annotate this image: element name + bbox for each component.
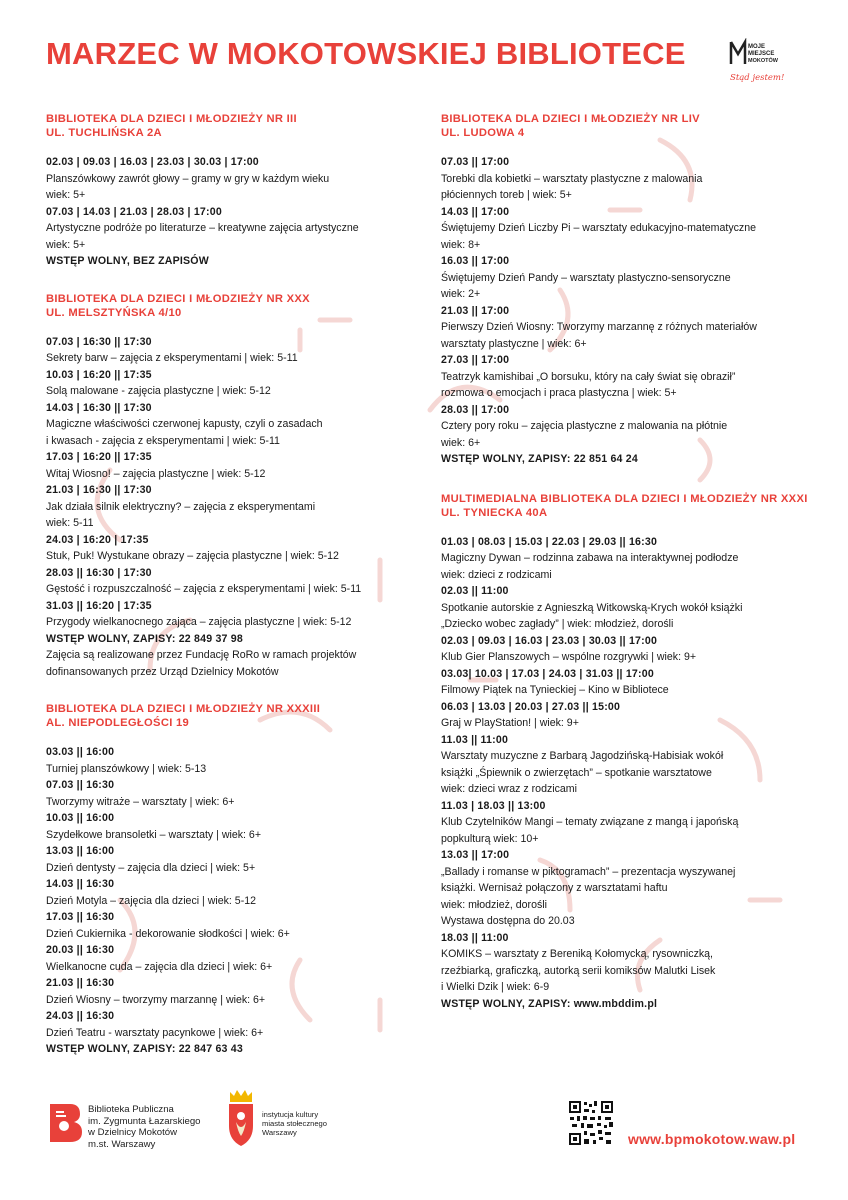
library-line: w Dzielnicy Mokotów — [88, 1127, 178, 1138]
admission-note: WSTĘP WOLNY, ZAPISY: www.mbddim.pl — [441, 997, 658, 1010]
event-description: Wielkanocne cuda – zajęcia dla dzieci | wiek: 6+ — [46, 960, 273, 973]
city-line: Warszawy — [262, 1128, 297, 1137]
event-description: Artystyczne podróże po literaturze – kreatywne zajęcia artystyczne — [46, 222, 359, 234]
section-heading: BIBLIOTEKA DLA DZIECI I MŁODZIEŻY NR XXX — [46, 292, 310, 305]
event-description: popkulturą wiek: 10+ — [441, 832, 539, 845]
event-date: 28.03 || 17:00 — [441, 403, 510, 416]
section-address: UL. MELSZTYŃSKA 4/10 — [46, 306, 182, 319]
qr-code-icon — [568, 1100, 614, 1146]
library-line: m.st. Warszawy — [88, 1138, 156, 1150]
event-date: 02.03 | 09.03 | 16.03 | 23.03 | 30.03 | 17:00 — [46, 156, 259, 168]
event-description: i kwasach - zajęcia z eksperymentami | wiek: 5-11 — [46, 434, 280, 447]
event-date: 28.03 || 16:30 | 17:30 — [46, 566, 152, 579]
event-description: Klub Czytelników Mangi – tematy związane z mangą i japońską — [441, 816, 739, 828]
event-description: „Dziecko wobec zagłady” | wiek: młodzież, dorośli — [441, 618, 674, 630]
logo-word-2: MIEJSCE — [748, 51, 775, 57]
event-description: Cztery pory roku – zajęcia plastyczne z malowania na płótnie — [441, 420, 728, 432]
section-heading: MULTIMEDIALNA BIBLIOTEKA DLA DZIECI I MŁODZIEŻY NR XXXI — [441, 492, 808, 505]
event-age: wiek: 5+ — [46, 238, 86, 251]
section-library-xxxiii — [46, 702, 422, 1058]
event-date: 20.03 || 16:30 — [46, 944, 115, 956]
event-description: warsztaty plastyczne | wiek: 6+ — [441, 337, 587, 350]
section-address: UL. LUDOWA 4 — [441, 127, 525, 139]
event-date: 21.03 || 16:30 — [46, 977, 115, 989]
logo-word-1: MOJE — [748, 44, 766, 50]
event-description: książki „Śpiewnik o zwierzętach” – spotkanie warsztatowe — [441, 766, 712, 779]
event-date: 17.03 || 16:30 — [46, 911, 115, 923]
admission-note: WSTĘP WOLNY, ZAPISY: 22 847 63 43 — [46, 1043, 243, 1055]
event-description: książki. Wernisaż połączony z warsztatami haftu — [441, 882, 668, 894]
event-date: 03.03 || 16:00 — [46, 746, 115, 758]
section-library-liv — [441, 112, 817, 468]
event-description: Dzień Motyla – zajęcia dla dzieci | wiek: 5-12 — [46, 894, 257, 907]
event-description: Wystawa dostępna do 20.03 — [441, 915, 575, 927]
section-library-iii — [46, 112, 422, 270]
event-date: 14.03 | 16:30 || 17:30 — [46, 401, 152, 414]
event-description: Turniej planszówkowy | wiek: 5-13 — [46, 762, 207, 775]
page-title: MARZEC W MOKOTOWSKIEJ BIBLIOTECE — [46, 36, 686, 71]
admission-note: WSTĘP WOLNY, ZAPISY: 22 851 64 24 — [441, 453, 638, 465]
section-library-xxx — [46, 292, 422, 681]
moje-miejsce-mokotow-logo — [728, 38, 790, 92]
event-date: 14.03 || 17:00 — [441, 205, 510, 218]
event-date: 13.03 || 17:00 — [441, 849, 510, 861]
event-description: „Ballady i romanse w piktogramach” – prezentacja wyszywanej — [441, 865, 736, 878]
event-date: 11.03 || 11:00 — [441, 733, 509, 746]
event-description: Magiczne właściwości czerwonej kapusty, czyli o zasadach — [46, 418, 323, 430]
event-date: 07.03 | 14.03 | 21.03 | 28.03 | 17:00 — [46, 205, 222, 218]
event-description: Dzień Teatru - warsztaty pacynkowe | wiek: 6+ — [46, 1026, 264, 1039]
admission-note: WSTĘP WOLNY, ZAPISY: 22 849 37 98 — [46, 632, 243, 645]
event-date: 16.03 || 17:00 — [441, 255, 510, 267]
event-description: Graj w PlayStation! | wiek: 9+ — [441, 717, 579, 729]
event-age: wiek: dzieci z rodzicami — [441, 568, 552, 581]
admission-note: WSTĘP WOLNY, BEZ ZAPISÓW — [46, 255, 209, 267]
event-date: 07.03 | 16:30 || 17:30 — [46, 335, 152, 348]
city-line: miasta stołecznego — [262, 1119, 328, 1128]
event-date: 02.03 || 11:00 — [441, 585, 509, 597]
city-institution-text — [262, 1110, 327, 1137]
event-description: Magiczny Dywan – rodzinna zabawa na interaktywnej podłodze — [441, 552, 739, 564]
event-date: 11.03 | 18.03 || 13:00 — [441, 799, 546, 812]
section-address: AL. NIEPODLEGŁOŚCI 19 — [46, 717, 190, 729]
event-description: rozmowa o emocjach i praca plastyczna | wiek: 5+ — [441, 387, 677, 399]
event-age: wiek: młodzież, dorośli — [441, 898, 547, 911]
library-line: im. Zygmunta Łazarskiego — [88, 1115, 201, 1127]
event-date: 10.03 | 16:20 || 17:35 — [46, 368, 152, 381]
event-date: 31.03 || 16:20 | 17:35 — [46, 599, 152, 612]
event-date: 24.03 | 16:20 | 17:35 — [46, 533, 149, 546]
event-date: 18.03 || 11:00 — [441, 931, 509, 944]
warsaw-crest-icon — [224, 1088, 258, 1148]
event-description: Planszówkowy zawrót głowy – gramy w gry w każdym wieku — [46, 172, 330, 185]
event-description: Pierwszy Dzień Wiosny: Tworzymy marzannę z różnych materiałów — [441, 321, 757, 333]
event-description: Dzień Wiosny – tworzymy marzannę | wiek: 6+ — [46, 993, 266, 1006]
event-date: 02.03 | 09.03 | 16.03 | 23.03 | 30.03 || 17:00 — [441, 634, 658, 647]
city-line: instytucja kultury — [262, 1110, 319, 1119]
section-library-xxxi — [441, 492, 817, 1013]
section-address: UL. TYNIECKA 40A — [441, 506, 548, 519]
event-date: 03.03| 10.03 | 17.03 | 24.03 | 31.03 || 17:00 — [441, 667, 654, 680]
section-address: UL. TUCHLIŃSKA 2A — [46, 127, 162, 139]
event-date: 14.03 || 16:30 — [46, 878, 115, 890]
event-description: Świętujemy Dzień Liczby Pi – warsztaty edukacyjno-matematyczne — [441, 222, 756, 234]
library-name — [88, 1104, 201, 1150]
event-date: 13.03 || 16:00 — [46, 845, 115, 857]
event-date: 24.03 || 16:30 — [46, 1010, 115, 1022]
event-date: 07.03 || 17:00 — [441, 156, 510, 168]
library-line: Biblioteka Publiczna — [88, 1104, 174, 1115]
event-description: Stuk, Puk! Wystukane obrazy – zajęcia plastyczne | wiek: 5-12 — [46, 550, 339, 562]
left-column — [46, 112, 422, 1080]
logo-tagline: Stąd jestem! — [730, 73, 785, 83]
event-description: Sekrety barw – zajęcia z eksperymentami | wiek: 5-11 — [46, 352, 298, 364]
event-date: 21.03 | 16:30 || 17:30 — [46, 484, 152, 496]
event-description: Klub Gier Planszowych – wspólne rozgrywki | wiek: 9+ — [441, 651, 697, 663]
event-date: 10.03 || 16:00 — [46, 812, 115, 824]
section-heading: BIBLIOTEKA DLA DZIECI I MŁODZIEŻY NR LIV — [441, 113, 700, 125]
event-description: Przygody wielkanocnego zająca – zajęcia plastyczne | wiek: 5-12 — [46, 616, 352, 628]
event-description: płóciennych toreb | wiek: 5+ — [441, 189, 572, 201]
event-age: wiek: 5+ — [46, 189, 86, 201]
event-description: Spotkanie autorskie z Agnieszką Witkowską-Krych wokół książki — [441, 601, 743, 614]
logo-word-3: MOKOTÓW — [748, 58, 778, 64]
event-description: Tworzymy witraże – warsztaty | wiek: 6+ — [46, 795, 235, 808]
event-age: wiek: dzieci wraz z rodzicami — [441, 783, 577, 795]
event-date: 06.03 | 13.03 | 20.03 | 27.03 || 15:00 — [441, 700, 621, 713]
event-description: Dzień dentysty – zajęcia dla dzieci | wiek: 5+ — [46, 861, 256, 874]
event-age: wiek: 8+ — [441, 238, 481, 251]
library-logo-icon — [46, 1102, 82, 1142]
event-age: wiek: 5-11 — [46, 517, 94, 529]
event-description: Witaj Wiosno! – zajęcia plastyczne | wiek: 5-12 — [46, 467, 266, 480]
event-description: KOMIKS – warsztaty z Bereniką Kołomycką, rysowniczką, — [441, 948, 713, 960]
event-description: rzeźbiarką, graficzką, autorką serii komiksów Malutki Lisek — [441, 964, 716, 977]
event-date: 17.03 | 16:20 || 17:35 — [46, 451, 152, 463]
event-age: wiek: 6+ — [441, 436, 481, 449]
event-description: Torebki dla kobietki – warsztaty plastyczne z malowania — [441, 172, 703, 185]
event-description: Świętujemy Dzień Pandy – warsztaty plastyczno-sensoryczne — [441, 271, 731, 284]
event-description: Dzień Cukiernika - dekorowanie słodkości | wiek: 6+ — [46, 927, 290, 940]
event-description: Gęstość i rozpuszczalność – zajęcia z eksperymentami | wiek: 5-11 — [46, 583, 362, 595]
event-date: 07.03 || 16:30 — [46, 779, 115, 791]
event-age: wiek: 2+ — [441, 288, 481, 300]
event-description: i Wielki Dzik | wiek: 6-9 — [441, 981, 550, 993]
event-description: Szydełkowe bransoletki – warsztaty | wiek: 6+ — [46, 828, 262, 841]
section-heading: BIBLIOTEKA DLA DZIECI I MŁODZIEŻY NR XXXIII — [46, 703, 321, 715]
event-description: Teatrzyk kamishibai „O borsuku, który na cały świat się obraził” — [441, 370, 736, 383]
right-column — [441, 112, 817, 1036]
funding-note: Zajęcia są realizowane przez Fundację RoRo w ramach projektów dofinansowanych przez Urząd Dzielnicy Mokotów — [46, 649, 357, 678]
event-description: Jak działa silnik elektryczny? – zajęcia z eksperymentami — [46, 500, 316, 513]
event-description: Warsztaty muzyczne z Barbarą Jagodzińską-Habisiak wokół — [441, 750, 724, 762]
event-date: 21.03 || 17:00 — [441, 304, 510, 317]
event-date: 01.03 | 08.03 | 15.03 | 22.03 | 29.03 || 16:30 — [441, 535, 658, 548]
section-heading: BIBLIOTEKA DLA DZIECI I MŁODZIEŻY NR III — [46, 113, 297, 125]
event-date: 27.03 || 17:00 — [441, 354, 510, 366]
website-link[interactable]: www.bpmokotow.waw.pl — [628, 1131, 796, 1147]
event-description: Solą malowane - zajęcia plastyczne | wiek: 5-12 — [46, 385, 271, 397]
event-description: Filmowy Piątek na Tynieckiej – Kino w Bibliotece — [441, 684, 669, 696]
